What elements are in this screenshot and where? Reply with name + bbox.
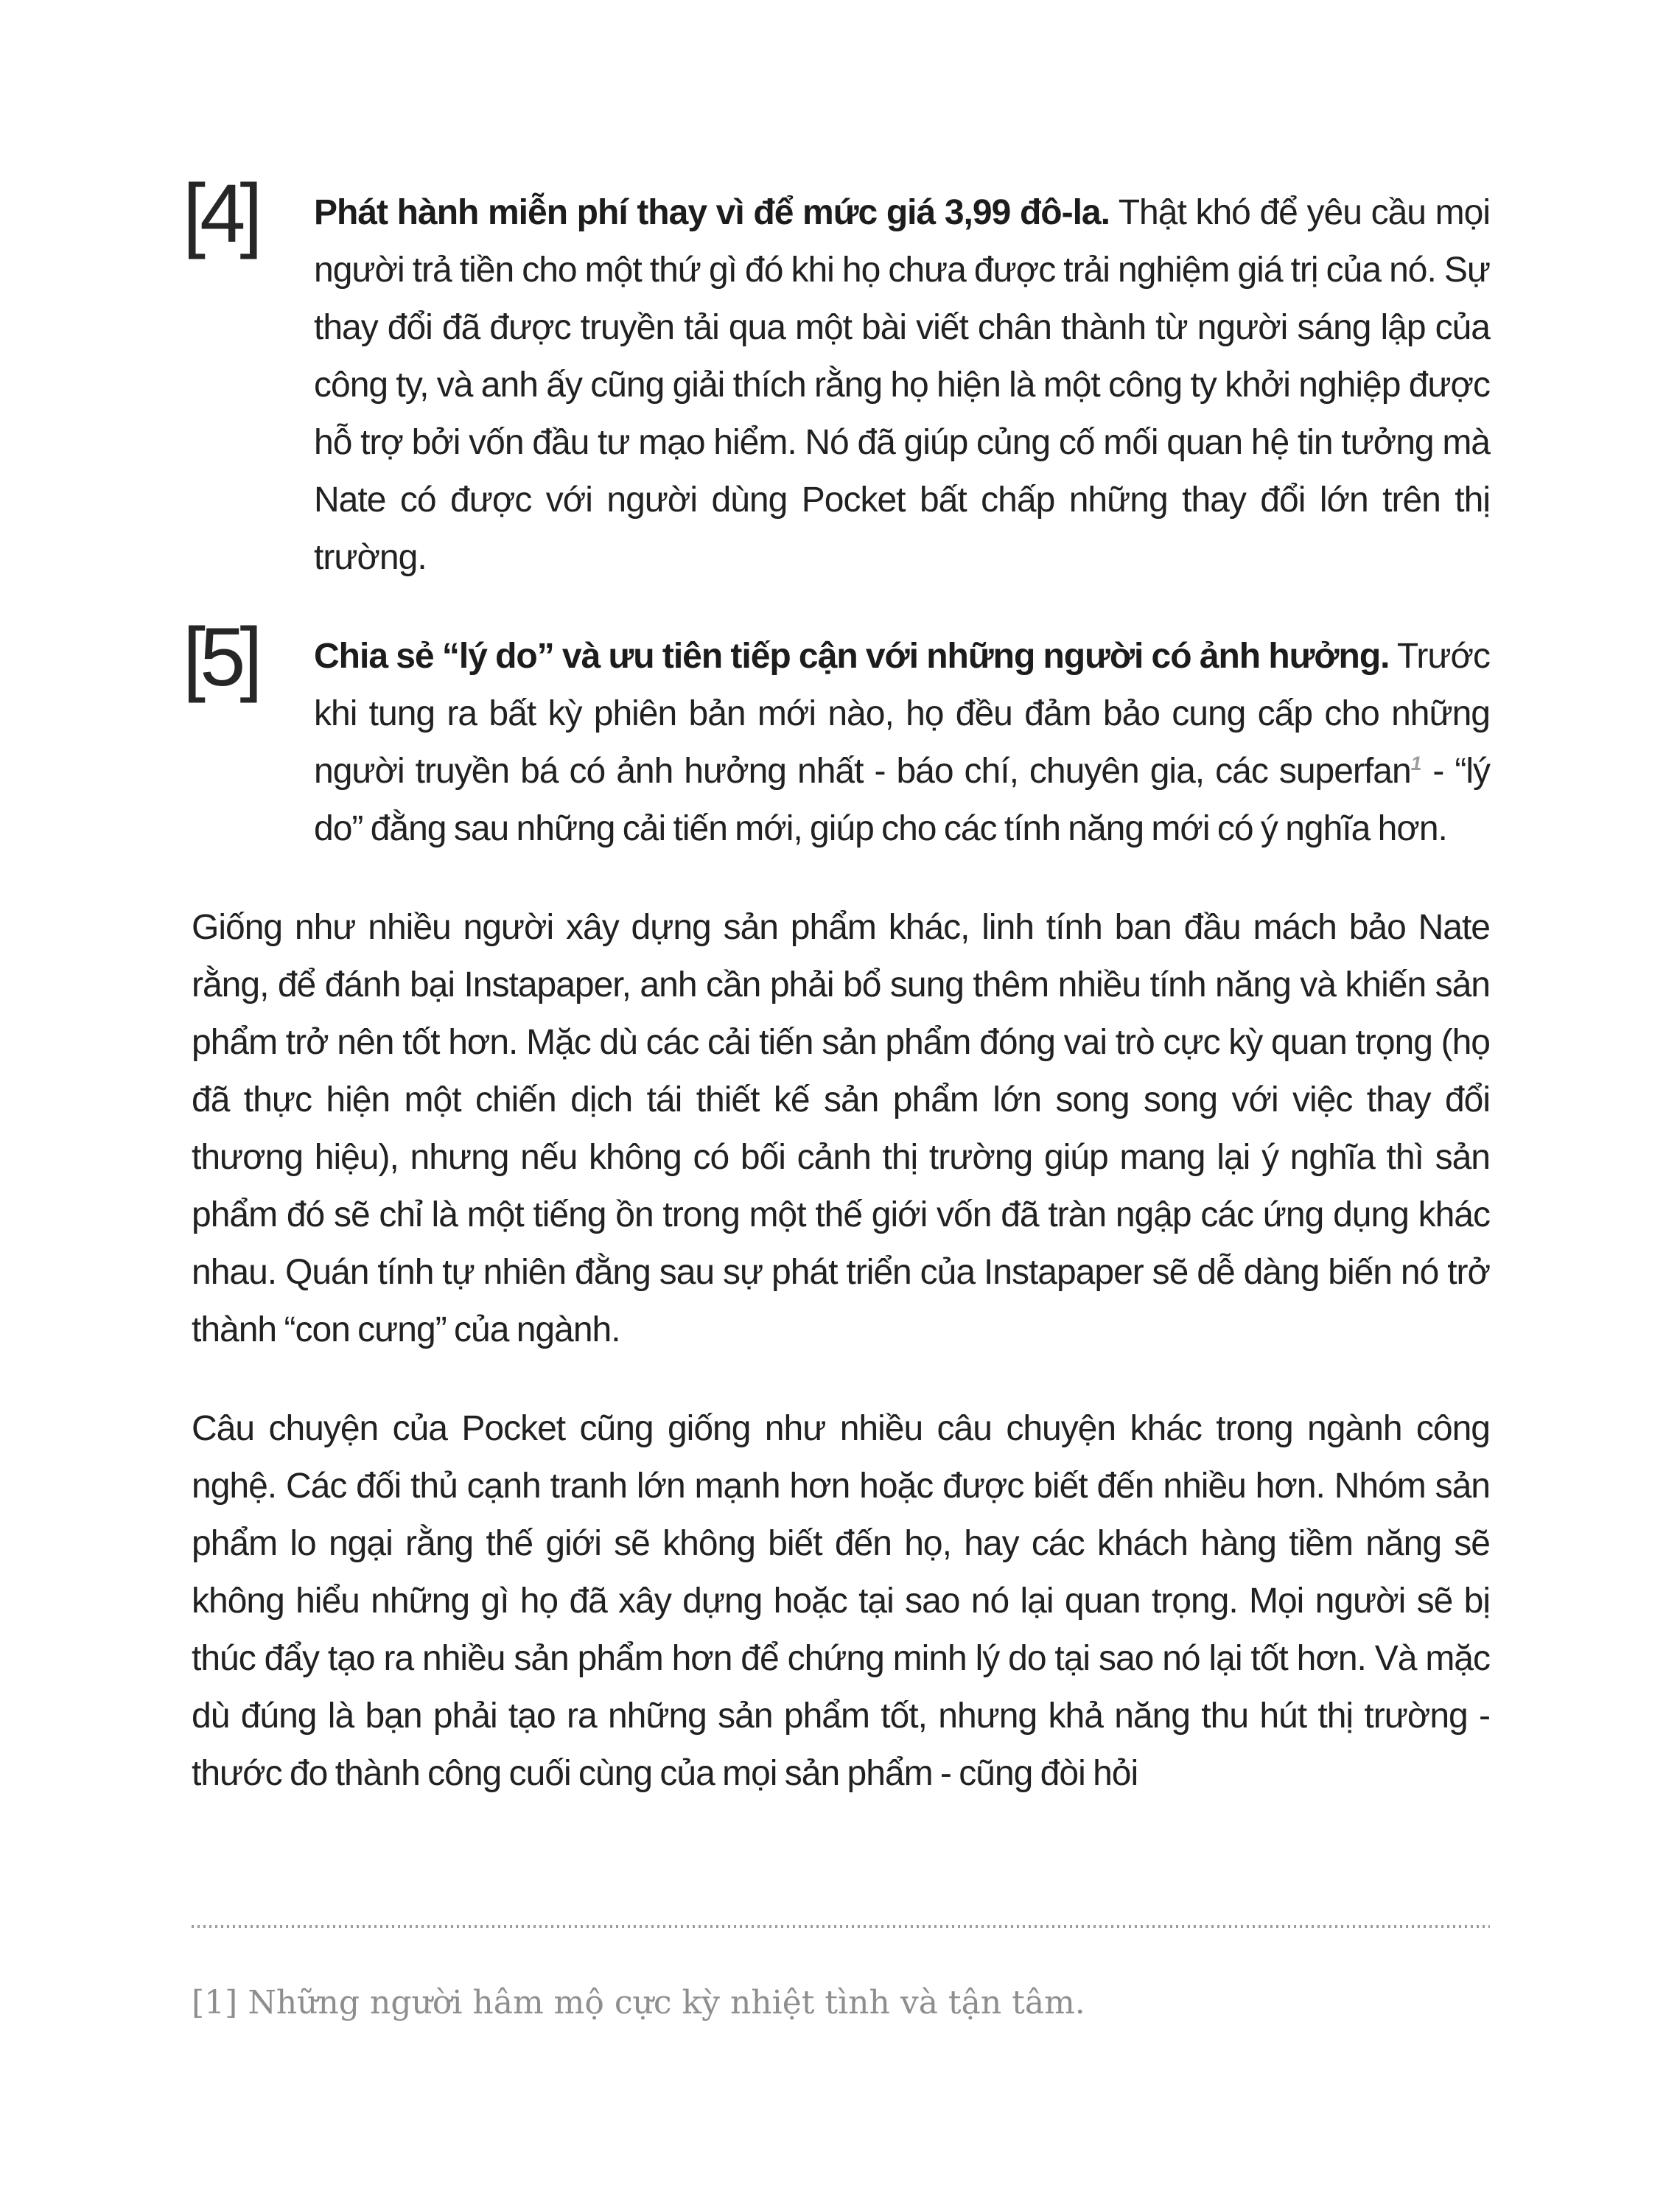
footnote [192, 1981, 1490, 2025]
item-number-5: [5] [183, 611, 257, 703]
page-content [183, 167, 1491, 1844]
footnote-area [192, 1925, 1490, 2025]
paragraph-instapaper: Giống như nhiều người xây dựng sản phẩm khác, linh tính ban đầu mách bảo Nate rằng, để đánh bại Instapaper, anh cần phải bổ sung thêm nhiều tính năng và khiến sản phẩm trở nên tốt hơn. Mặc dù các cải tiến sản phẩm đóng vai trò cực kỳ quan trọng (họ đã thực hiện một chiến dịch tái thiết kế sản phẩm lớn song song với việc thay đổi thương hiệu), nhưng nếu không có bối cảnh thị trường giúp mang lại ý nghĩa thì sản phẩm đó sẽ chỉ là một tiếng ồn trong một thế giới vốn đã tràn ngập các ứng dụng khác nhau. Quán tính tự nhiên đằng sau sự phát triển của Instapaper sẽ dễ dàng biến nó trở thành “con cưng” của ngành. [192, 908, 1490, 1349]
item-body-5-before: Trước khi tung ra bất kỳ phiên bản mới nào, họ đều đảm bảo cung cấp cho những người truyền bá có ảnh hưởng nhất - báo chí, chuyên gia, các superfan [314, 637, 1490, 791]
footnote-separator [192, 1925, 1490, 1928]
item-body-4: Thật khó để yêu cầu mọi người trả tiền cho một thứ gì đó khi họ chưa được trải nghiệm giá trị của nó. Sự thay đổi đã được truyền tải qua một bài viết chân thành từ người sáng lập của công ty, và anh ấy cũng giải thích rằng họ hiện là một công ty khởi nghiệp được hỗ trợ bởi vốn đầu tư mạo hiểm. Nó đã giúp củng cố mối quan hệ tin tưởng mà Nate có được với người dùng Pocket bất chấp những thay đổi lớn trên thị trường. [314, 193, 1490, 577]
item-number-4: [4] [183, 167, 257, 259]
footnote-text: Những người hâm mộ cực kỳ nhiệt tình và tận tâm. [237, 1984, 1085, 2021]
footnote-marker: [1] [192, 1984, 238, 2021]
item-text-5 [314, 628, 1490, 858]
list-item-5 [183, 611, 1491, 858]
paragraph-pocket-story: Câu chuyện của Pocket cũng giống như nhiều câu chuyện khác trong ngành công nghệ. Các đối thủ cạnh tranh lớn mạnh hơn hoặc được biết đến nhiều hơn. Nhóm sản phẩm lo ngại rằng thế giới sẽ không biết đến họ, hay các khách hàng tiềm năng sẽ không hiểu những gì họ đã xây dựng hoặc tại sao nó lại quan trọng. Mọi người sẽ bị thúc đẩy tạo ra nhiều sản phẩm hơn để chứng minh lý do tại sao nó lại tốt hơn. Và mặc dù đúng là bạn phải tạo ra những sản phẩm tốt, nhưng khả năng thu hút thị trường - thước đo thành công cuối cùng của mọi sản phẩm - cũng đòi hỏi [192, 1409, 1490, 1793]
item-heading-5: Chia sẻ “lý do” và ưu tiên tiếp cận với những người có ảnh hưởng. [314, 637, 1390, 676]
item-text-4 [314, 184, 1490, 587]
item-heading-4: Phát hành miễn phí thay vì để mức giá 3,99 đô-la. [314, 193, 1110, 232]
item-body-5-after: - “lý do” đằng sau những cải tiến mới, giúp cho các tính năng mới có ý nghĩa hơn. [314, 752, 1491, 848]
footnote-ref[interactable]: 1 [1410, 752, 1422, 775]
list-item-4 [183, 167, 1490, 587]
